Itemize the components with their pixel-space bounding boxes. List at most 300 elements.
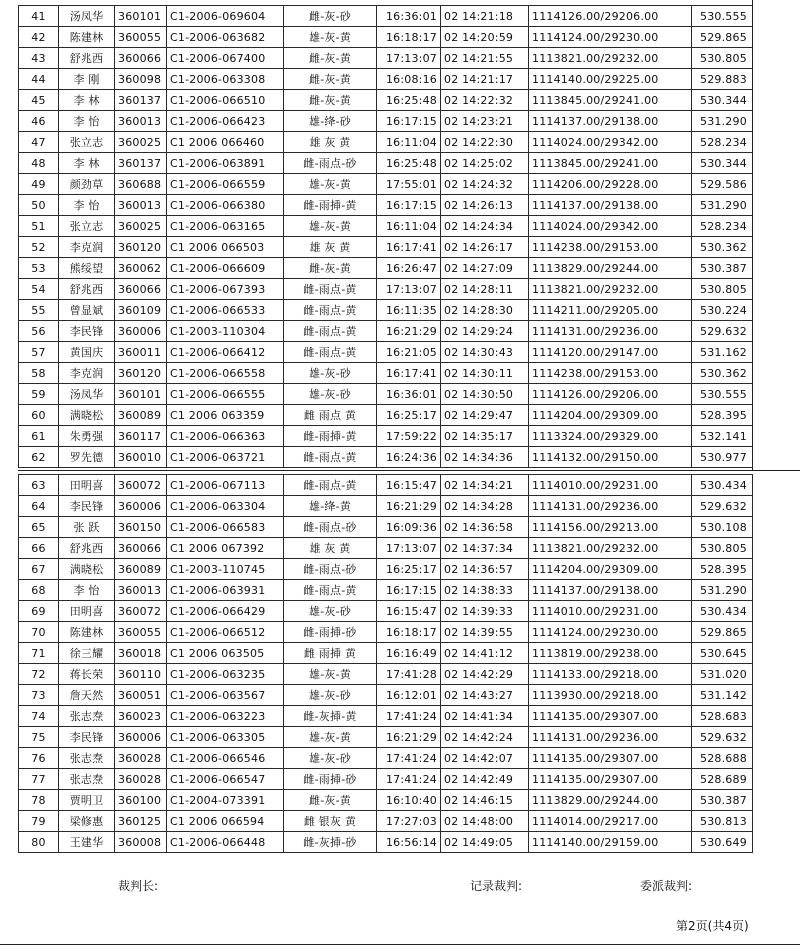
rank-cell: 62 <box>19 447 59 468</box>
rank-cell: 46 <box>19 111 59 132</box>
arrival-time-cell: 02 14:42:49 <box>441 769 529 790</box>
rank-cell: 69 <box>19 601 59 622</box>
owner-name-cell: 李克润 <box>59 237 115 258</box>
ring-number-cell: C1-2004-073391 <box>167 790 284 811</box>
ring-number-cell: C1-2006-066423 <box>167 111 284 132</box>
member-id-cell: 360011 <box>115 342 167 363</box>
arrival-time-cell: 02 14:21:55 <box>441 48 529 69</box>
owner-name-cell: 梁修惠 <box>59 811 115 832</box>
bird-feature-cell: 雌-雨点-黄 <box>284 279 377 300</box>
ring-number-cell: C1-2006-066363 <box>167 426 284 447</box>
coordinate-cell: 1114010.00/29231.00 <box>529 475 692 496</box>
bird-feature-cell: 雌-雨点-砂 <box>284 559 377 580</box>
chief-referee-label: 裁判长: <box>118 879 159 893</box>
speed-cell: 531.290 <box>692 195 753 216</box>
rank-cell: 71 <box>19 643 59 664</box>
member-id-cell: 360025 <box>115 216 167 237</box>
ring-number-cell: C1-2006-066609 <box>167 258 284 279</box>
bird-feature-cell: 雌 雨揷 黄 <box>284 643 377 664</box>
member-id-cell: 360066 <box>115 279 167 300</box>
member-id-cell: 360018 <box>115 643 167 664</box>
ring-number-cell: C1-2006-067113 <box>167 475 284 496</box>
rank-cell: 73 <box>19 685 59 706</box>
table-row <box>19 538 753 559</box>
table-row <box>19 580 753 601</box>
speed-cell: 531.290 <box>692 111 753 132</box>
coordinate-cell: 1114238.00/29153.00 <box>529 237 692 258</box>
table-row <box>19 174 753 195</box>
coordinate-cell: 1114206.00/29228.00 <box>529 174 692 195</box>
release-time-cell: 17:13:07 <box>377 538 441 559</box>
coordinate-cell: 1114024.00/29342.00 <box>529 132 692 153</box>
release-time-cell: 16:08:16 <box>377 69 441 90</box>
table-row <box>19 748 753 769</box>
bird-feature-cell: 雌-雨揷-砂 <box>284 622 377 643</box>
release-time-cell: 16:11:04 <box>377 216 441 237</box>
coordinate-cell: 1114137.00/29138.00 <box>529 580 692 601</box>
arrival-time-cell: 02 14:28:11 <box>441 279 529 300</box>
coordinate-cell: 1114133.00/29218.00 <box>529 664 692 685</box>
rank-cell: 59 <box>19 384 59 405</box>
owner-name-cell: 张 跃 <box>59 517 115 538</box>
table-row <box>19 111 753 132</box>
release-time-cell: 16:36:01 <box>377 384 441 405</box>
bird-feature-cell: 雌-灰-黄 <box>284 258 377 279</box>
rank-cell: 70 <box>19 622 59 643</box>
rank-cell: 65 <box>19 517 59 538</box>
ring-number-cell: C1-2006-066510 <box>167 90 284 111</box>
arrival-time-cell: 02 14:34:28 <box>441 496 529 517</box>
owner-name-cell: 朱勇强 <box>59 426 115 447</box>
rank-cell: 64 <box>19 496 59 517</box>
member-id-cell: 360110 <box>115 664 167 685</box>
speed-cell: 528.688 <box>692 748 753 769</box>
arrival-time-cell: 02 14:29:47 <box>441 405 529 426</box>
release-time-cell: 16:16:49 <box>377 643 441 664</box>
member-id-cell: 360013 <box>115 111 167 132</box>
bird-feature-cell: 雄-灰-砂 <box>284 601 377 622</box>
speed-cell: 528.395 <box>692 405 753 426</box>
bird-feature-cell: 雌-灰揷-黄 <box>284 706 377 727</box>
speed-cell: 528.234 <box>692 216 753 237</box>
speed-cell: 529.632 <box>692 496 753 517</box>
bird-feature-cell: 雌-灰-黄 <box>284 790 377 811</box>
coordinate-cell: 1114014.00/29217.00 <box>529 811 692 832</box>
coordinate-cell: 1114010.00/29231.00 <box>529 601 692 622</box>
coordinate-cell: 1114137.00/29138.00 <box>529 111 692 132</box>
owner-name-cell: 李 林 <box>59 90 115 111</box>
coordinate-cell: 1114135.00/29307.00 <box>529 748 692 769</box>
owner-name-cell: 满晓松 <box>59 559 115 580</box>
member-id-cell: 360101 <box>115 6 167 27</box>
ring-number-cell: C1-2003-110304 <box>167 321 284 342</box>
owner-name-cell: 徐三耀 <box>59 643 115 664</box>
owner-name-cell: 李 怡 <box>59 580 115 601</box>
arrival-time-cell: 02 14:30:50 <box>441 384 529 405</box>
table-row <box>19 195 753 216</box>
ring-number-cell: C1-2006-066448 <box>167 832 284 853</box>
release-time-cell: 17:27:03 <box>377 811 441 832</box>
release-time-cell: 16:11:04 <box>377 132 441 153</box>
speed-cell: 528.683 <box>692 706 753 727</box>
table-row <box>19 769 753 790</box>
speed-cell: 530.977 <box>692 447 753 468</box>
ring-number-cell: C1-2006-066559 <box>167 174 284 195</box>
member-id-cell: 360028 <box>115 769 167 790</box>
speed-cell: 530.362 <box>692 363 753 384</box>
table-row <box>19 90 753 111</box>
owner-name-cell: 田明喜 <box>59 601 115 622</box>
speed-cell: 530.108 <box>692 517 753 538</box>
member-id-cell: 360006 <box>115 496 167 517</box>
arrival-time-cell: 02 14:36:58 <box>441 517 529 538</box>
member-id-cell: 360120 <box>115 363 167 384</box>
rank-cell: 49 <box>19 174 59 195</box>
ring-number-cell: C1-2006-066512 <box>167 622 284 643</box>
release-time-cell: 17:13:07 <box>377 48 441 69</box>
owner-name-cell: 张志焘 <box>59 769 115 790</box>
arrival-time-cell: 02 14:24:34 <box>441 216 529 237</box>
arrival-time-cell: 02 14:37:34 <box>441 538 529 559</box>
ring-number-cell: C1-2006-063721 <box>167 447 284 468</box>
speed-cell: 529.883 <box>692 69 753 90</box>
bird-feature-cell: 雄-灰-黄 <box>284 27 377 48</box>
arrival-time-cell: 02 14:26:13 <box>441 195 529 216</box>
owner-name-cell: 汤凤华 <box>59 6 115 27</box>
owner-name-cell: 李 刚 <box>59 69 115 90</box>
coordinate-cell: 1114024.00/29342.00 <box>529 216 692 237</box>
owner-name-cell: 张志焘 <box>59 706 115 727</box>
coordinate-cell: 1113821.00/29232.00 <box>529 48 692 69</box>
bird-feature-cell: 雄-灰-砂 <box>284 363 377 384</box>
speed-cell: 531.020 <box>692 664 753 685</box>
owner-name-cell: 詹天然 <box>59 685 115 706</box>
speed-cell: 530.387 <box>692 790 753 811</box>
table-row <box>19 706 753 727</box>
arrival-time-cell: 02 14:46:15 <box>441 790 529 811</box>
coordinate-cell: 1113819.00/29238.00 <box>529 643 692 664</box>
release-time-cell: 16:21:29 <box>377 496 441 517</box>
arrival-time-cell: 02 14:24:32 <box>441 174 529 195</box>
page-separator-line <box>18 470 800 471</box>
rank-cell: 61 <box>19 426 59 447</box>
member-id-cell: 360150 <box>115 517 167 538</box>
coordinate-cell: 1114140.00/29225.00 <box>529 69 692 90</box>
release-time-cell: 16:10:40 <box>377 790 441 811</box>
rank-cell: 60 <box>19 405 59 426</box>
ring-number-cell: C1-2006-067393 <box>167 279 284 300</box>
table-row <box>19 258 753 279</box>
member-id-cell: 360006 <box>115 727 167 748</box>
arrival-time-cell: 02 14:23:21 <box>441 111 529 132</box>
release-time-cell: 16:12:01 <box>377 685 441 706</box>
bird-feature-cell: 雌-雨点-黄 <box>284 447 377 468</box>
coordinate-cell: 1114131.00/29236.00 <box>529 321 692 342</box>
member-id-cell: 360055 <box>115 622 167 643</box>
ring-number-cell: C1-2006-063223 <box>167 706 284 727</box>
ring-number-cell: C1-2006-066547 <box>167 769 284 790</box>
page-number: 第2页(共4页) <box>676 919 749 933</box>
table-row <box>19 300 753 321</box>
table-row <box>19 496 753 517</box>
coordinate-cell: 1113845.00/29241.00 <box>529 153 692 174</box>
rank-cell: 53 <box>19 258 59 279</box>
coordinate-cell: 1114238.00/29153.00 <box>529 363 692 384</box>
bird-feature-cell: 雄-灰-黄 <box>284 174 377 195</box>
arrival-time-cell: 02 14:21:18 <box>441 6 529 27</box>
bird-feature-cell: 雄-灰-砂 <box>284 384 377 405</box>
speed-cell: 530.555 <box>692 6 753 27</box>
rank-cell: 48 <box>19 153 59 174</box>
table-row <box>19 447 753 468</box>
member-id-cell: 360010 <box>115 447 167 468</box>
coordinate-cell: 1114132.00/29150.00 <box>529 447 692 468</box>
bird-feature-cell: 雄-灰-黄 <box>284 664 377 685</box>
release-time-cell: 16:18:17 <box>377 622 441 643</box>
release-time-cell: 17:41:24 <box>377 706 441 727</box>
member-id-cell: 360062 <box>115 258 167 279</box>
owner-name-cell: 田明喜 <box>59 475 115 496</box>
member-id-cell: 360055 <box>115 27 167 48</box>
rank-cell: 54 <box>19 279 59 300</box>
table-row <box>19 342 753 363</box>
bird-feature-cell: 雌-雨点-黄 <box>284 580 377 601</box>
bird-feature-cell: 雄-灰-砂 <box>284 748 377 769</box>
arrival-time-cell: 02 14:29:24 <box>441 321 529 342</box>
ring-number-cell: C1 2006 066503 <box>167 237 284 258</box>
member-id-cell: 360125 <box>115 811 167 832</box>
table-row <box>19 237 753 258</box>
bird-feature-cell: 雄-绛-黄 <box>284 496 377 517</box>
bird-feature-cell: 雄-灰-砂 <box>284 685 377 706</box>
owner-name-cell: 陈建林 <box>59 622 115 643</box>
coordinate-cell: 1114126.00/29206.00 <box>529 6 692 27</box>
arrival-time-cell: 02 14:27:09 <box>441 258 529 279</box>
arrival-time-cell: 02 14:41:12 <box>441 643 529 664</box>
owner-name-cell: 罗先德 <box>59 447 115 468</box>
rank-cell: 76 <box>19 748 59 769</box>
arrival-time-cell: 02 14:36:57 <box>441 559 529 580</box>
owner-name-cell: 张立志 <box>59 132 115 153</box>
arrival-time-cell: 02 14:20:59 <box>441 27 529 48</box>
release-time-cell: 16:56:14 <box>377 832 441 853</box>
coordinate-cell: 1114131.00/29236.00 <box>529 496 692 517</box>
arrival-time-cell: 02 14:42:29 <box>441 664 529 685</box>
speed-cell: 532.141 <box>692 426 753 447</box>
table-row <box>19 426 753 447</box>
owner-name-cell: 黄国庆 <box>59 342 115 363</box>
ring-number-cell: C1-2006-063165 <box>167 216 284 237</box>
arrival-time-cell: 02 14:34:36 <box>441 447 529 468</box>
rank-cell: 66 <box>19 538 59 559</box>
arrival-time-cell: 02 14:22:32 <box>441 90 529 111</box>
arrival-time-cell: 02 14:42:24 <box>441 727 529 748</box>
release-time-cell: 17:41:28 <box>377 664 441 685</box>
arrival-time-cell: 02 14:28:30 <box>441 300 529 321</box>
owner-name-cell: 李 林 <box>59 153 115 174</box>
coordinate-cell: 1113930.00/29218.00 <box>529 685 692 706</box>
ring-number-cell: C1-2006-066555 <box>167 384 284 405</box>
speed-cell: 530.362 <box>692 237 753 258</box>
speed-cell: 529.632 <box>692 321 753 342</box>
table-row <box>19 6 753 27</box>
ring-number-cell: C1-2006-066546 <box>167 748 284 769</box>
release-time-cell: 16:17:15 <box>377 111 441 132</box>
ring-number-cell: C1 2006 067392 <box>167 538 284 559</box>
ring-number-cell: C1-2006-066583 <box>167 517 284 538</box>
speed-cell: 530.649 <box>692 832 753 853</box>
table-row <box>19 664 753 685</box>
owner-name-cell: 满晓松 <box>59 405 115 426</box>
speed-cell: 530.387 <box>692 258 753 279</box>
arrival-time-cell: 02 14:49:05 <box>441 832 529 853</box>
coordinate-cell: 1114126.00/29206.00 <box>529 384 692 405</box>
rank-cell: 57 <box>19 342 59 363</box>
owner-name-cell: 颜劲草 <box>59 174 115 195</box>
coordinate-cell: 1114135.00/29307.00 <box>529 706 692 727</box>
owner-name-cell: 李民锋 <box>59 321 115 342</box>
rank-cell: 77 <box>19 769 59 790</box>
table-row <box>19 132 753 153</box>
member-id-cell: 360006 <box>115 321 167 342</box>
owner-name-cell: 汤凤华 <box>59 384 115 405</box>
coordinate-cell: 1114124.00/29230.00 <box>529 27 692 48</box>
results-table-top <box>18 5 753 468</box>
rank-cell: 80 <box>19 832 59 853</box>
table-row <box>19 601 753 622</box>
owner-name-cell: 李民锋 <box>59 727 115 748</box>
table-row <box>19 363 753 384</box>
bird-feature-cell: 雄-灰-黄 <box>284 216 377 237</box>
arrival-time-cell: 02 14:42:07 <box>441 748 529 769</box>
bird-feature-cell: 雄-灰-黄 <box>284 727 377 748</box>
bird-feature-cell: 雌-灰-黄 <box>284 69 377 90</box>
table-row <box>19 622 753 643</box>
release-time-cell: 16:26:47 <box>377 258 441 279</box>
speed-cell: 528.689 <box>692 769 753 790</box>
release-time-cell: 17:55:01 <box>377 174 441 195</box>
bird-feature-cell: 雌-雨揷-砂 <box>284 769 377 790</box>
owner-name-cell: 李克润 <box>59 363 115 384</box>
release-time-cell: 16:15:47 <box>377 601 441 622</box>
bird-feature-cell: 雄-绛-砂 <box>284 111 377 132</box>
member-id-cell: 360101 <box>115 384 167 405</box>
member-id-cell: 360072 <box>115 475 167 496</box>
rank-cell: 43 <box>19 48 59 69</box>
bird-feature-cell: 雌-雨点-黄 <box>284 321 377 342</box>
rank-cell: 79 <box>19 811 59 832</box>
coordinate-cell: 1113821.00/29232.00 <box>529 538 692 559</box>
ring-number-cell: C1-2006-063235 <box>167 664 284 685</box>
ring-number-cell: C1-2006-063305 <box>167 727 284 748</box>
ring-number-cell: C1-2006-066380 <box>167 195 284 216</box>
table-row <box>19 832 753 853</box>
owner-name-cell: 陈建林 <box>59 27 115 48</box>
arrival-time-cell: 02 14:48:00 <box>441 811 529 832</box>
coordinate-cell: 1114204.00/29309.00 <box>529 405 692 426</box>
speed-cell: 531.162 <box>692 342 753 363</box>
bird-feature-cell: 雌-灰-黄 <box>284 90 377 111</box>
ring-number-cell: C1-2006-063308 <box>167 69 284 90</box>
bird-feature-cell: 雌-灰-砂 <box>284 6 377 27</box>
rank-cell: 58 <box>19 363 59 384</box>
speed-cell: 530.434 <box>692 601 753 622</box>
speed-cell: 529.865 <box>692 27 753 48</box>
release-time-cell: 16:15:47 <box>377 475 441 496</box>
rank-cell: 67 <box>19 559 59 580</box>
speed-cell: 530.645 <box>692 643 753 664</box>
bird-feature-cell: 雌-雨点-黄 <box>284 475 377 496</box>
release-time-cell: 16:21:29 <box>377 727 441 748</box>
coordinate-cell: 1114211.00/29205.00 <box>529 300 692 321</box>
coordinate-cell: 1114156.00/29213.00 <box>529 517 692 538</box>
table-row <box>19 811 753 832</box>
owner-name-cell: 舒兆西 <box>59 538 115 559</box>
record-referee-label: 记录裁判: <box>470 879 523 893</box>
member-id-cell: 360008 <box>115 832 167 853</box>
owner-name-cell: 张立志 <box>59 216 115 237</box>
rank-cell: 52 <box>19 237 59 258</box>
member-id-cell: 360066 <box>115 538 167 559</box>
release-time-cell: 17:13:07 <box>377 279 441 300</box>
ring-number-cell: C1-2003-110745 <box>167 559 284 580</box>
table-row <box>19 384 753 405</box>
ring-number-cell: C1-2006-067400 <box>167 48 284 69</box>
ring-number-cell: C1-2006-066412 <box>167 342 284 363</box>
table-row <box>19 216 753 237</box>
rank-cell: 56 <box>19 321 59 342</box>
arrival-time-cell: 02 14:38:33 <box>441 580 529 601</box>
bird-feature-cell: 雄 灰 黄 <box>284 538 377 559</box>
arrival-time-cell: 02 14:30:43 <box>441 342 529 363</box>
owner-name-cell: 李 怡 <box>59 111 115 132</box>
table-row <box>19 405 753 426</box>
owner-name-cell: 张志焘 <box>59 748 115 769</box>
owner-name-cell: 熊绥望 <box>59 258 115 279</box>
ring-number-cell: C1-2006-063891 <box>167 153 284 174</box>
arrival-time-cell: 02 14:39:55 <box>441 622 529 643</box>
member-id-cell: 360023 <box>115 706 167 727</box>
owner-name-cell: 王建华 <box>59 832 115 853</box>
ring-number-cell: C1 2006 063505 <box>167 643 284 664</box>
speed-cell: 530.555 <box>692 384 753 405</box>
rank-cell: 72 <box>19 664 59 685</box>
table-row <box>19 27 753 48</box>
release-time-cell: 17:41:24 <box>377 769 441 790</box>
coordinate-cell: 1113845.00/29241.00 <box>529 90 692 111</box>
member-id-cell: 360688 <box>115 174 167 195</box>
member-id-cell: 360013 <box>115 195 167 216</box>
release-time-cell: 16:25:17 <box>377 559 441 580</box>
release-time-cell: 16:17:41 <box>377 237 441 258</box>
release-time-cell: 16:25:48 <box>377 90 441 111</box>
ring-number-cell: C1 2006 066460 <box>167 132 284 153</box>
coordinate-cell: 1114204.00/29309.00 <box>529 559 692 580</box>
bird-feature-cell: 雄 灰 黄 <box>284 132 377 153</box>
coordinate-cell: 1113829.00/29244.00 <box>529 258 692 279</box>
coordinate-cell: 1114124.00/29230.00 <box>529 622 692 643</box>
rank-cell: 63 <box>19 475 59 496</box>
owner-name-cell: 舒兆西 <box>59 48 115 69</box>
arrival-time-cell: 02 14:43:27 <box>441 685 529 706</box>
member-id-cell: 360025 <box>115 132 167 153</box>
table-row <box>19 559 753 580</box>
table-row <box>19 685 753 706</box>
arrival-time-cell: 02 14:39:33 <box>441 601 529 622</box>
arrival-time-cell: 02 14:26:17 <box>441 237 529 258</box>
ring-number-cell: C1-2006-066429 <box>167 601 284 622</box>
ring-number-cell: C1-2006-069604 <box>167 6 284 27</box>
